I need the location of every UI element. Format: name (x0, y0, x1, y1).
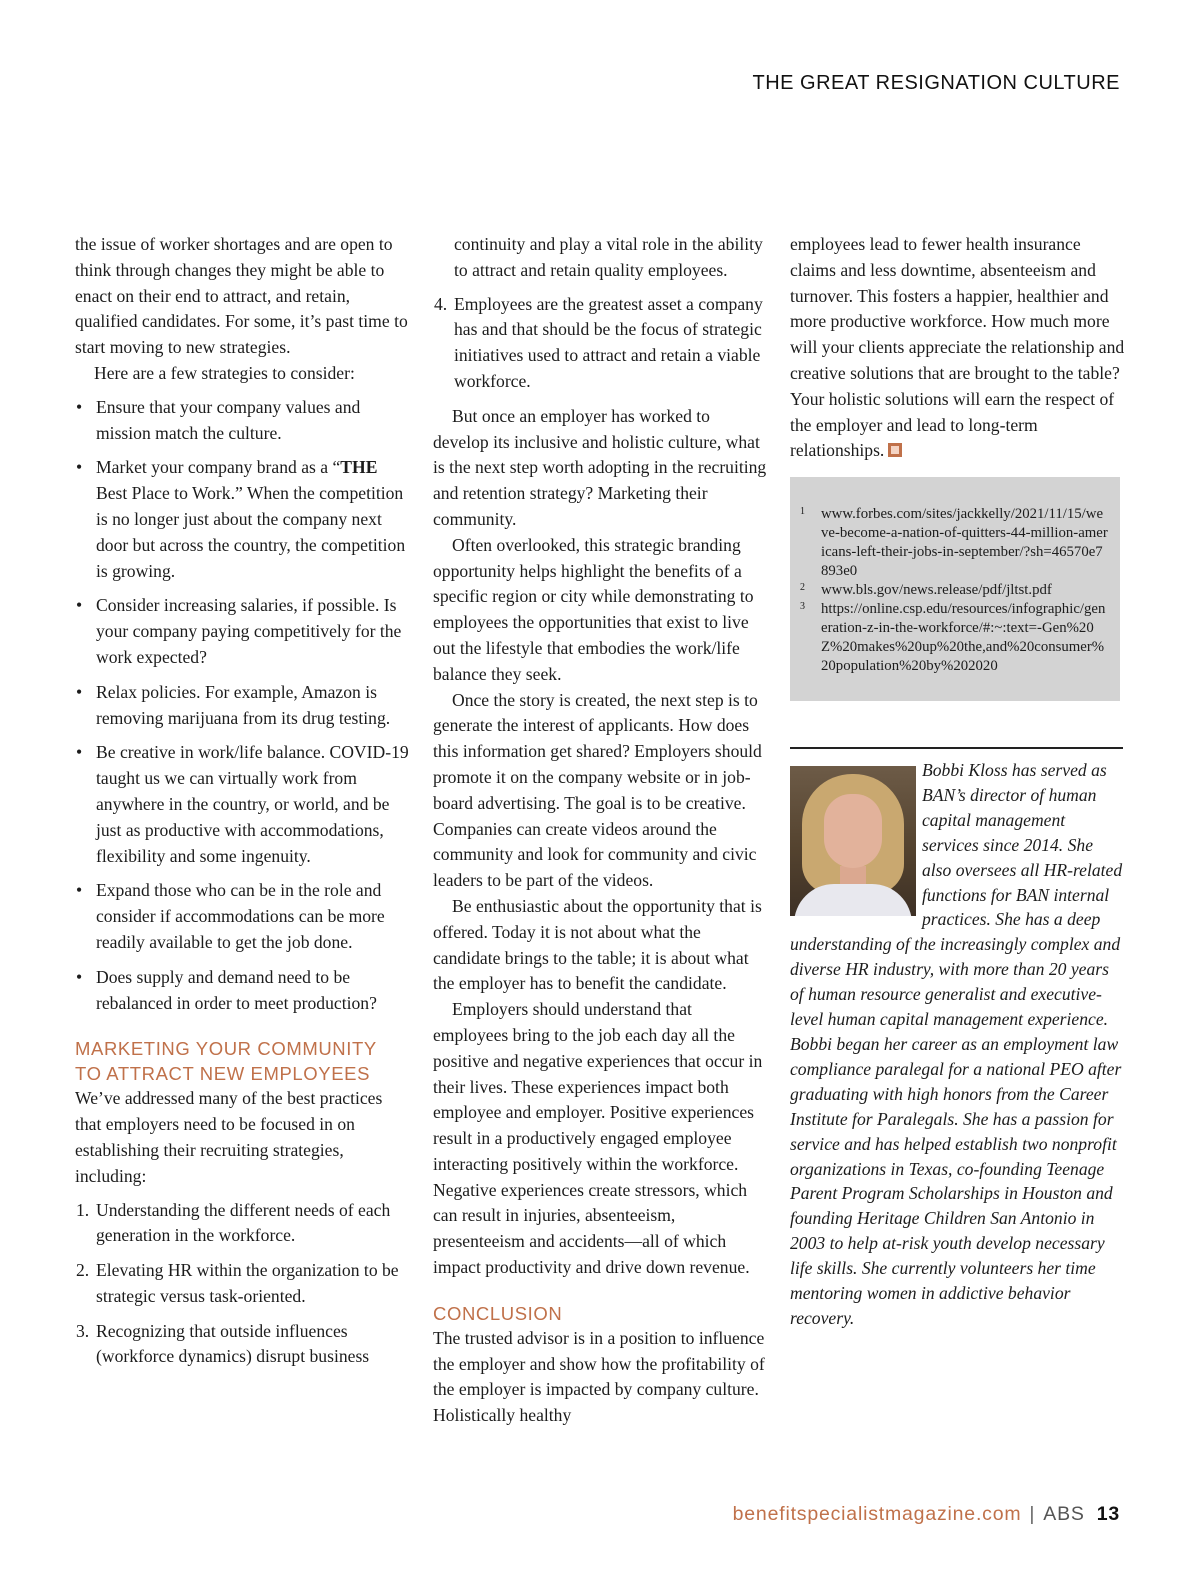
footnote (800, 581, 1110, 600)
column-3 (790, 232, 1125, 464)
photo-spacer (790, 758, 922, 920)
list-item (75, 1319, 411, 1371)
section-heading-line: TO ATTRACT NEW EMPLOYEES (75, 1063, 371, 1085)
divider (790, 747, 1123, 749)
list-item: • Relax policies. For example, Amazon is removing marijuana from its drug testing. (75, 680, 411, 732)
website-link[interactable]: benefitspecialistmagazine.com (732, 1503, 1022, 1525)
emphasis-text: THE (340, 457, 378, 478)
body-paragraph: But once an employer has worked to develop its inclusive and holistic culture, what is the next step worth adopting in the recruiting and retention strategy? Marketing their community. (433, 405, 767, 529)
body-paragraph (790, 232, 1125, 464)
footnote-number: 1 (800, 506, 805, 517)
list-item: • Expand those who can be in the role and consider if accommodations can be more readily available to get the job done. (75, 878, 411, 955)
body-paragraph: Often overlooked, this strategic branding opportunity helps highlight the benefits of a specific region or city while demonstrating to employees the opportunities that exist to live out the lifestyle that embodies the work/life balance they seek. (433, 534, 754, 684)
footnote-link[interactable]: www.forbes.com/sites/jackkelly/2021/11/15/weve-become-a-nation-of-quitters-44-million-americans-left-their-jobs-in-september/?sh=46570e7893e0 (821, 506, 1108, 579)
author-bio (790, 758, 1126, 1331)
list-item-text: Recognizing that outside influences (workforce dynamics) disrupt business (96, 1320, 370, 1367)
section-heading-conclusion: CONCLUSION (433, 1302, 563, 1324)
footnote-link[interactable]: www.bls.gov/news.release/pdf/jltst.pdf (821, 582, 1052, 598)
footnote-number: 2 (800, 582, 805, 593)
footer-separator: | (1029, 1503, 1036, 1525)
list-item-text: Understanding the different needs of each generation in the workforce. (96, 1199, 391, 1246)
footnotes-box (790, 477, 1120, 701)
body-text: employees lead to fewer health insurance claims and less downtime, absenteeism and turnover. This fosters a happier, healthier and more productive workforce. How much more will your clients appreciate the relationship and creative solutions that are brought to the table? Your holistic solutions will earn the respect of the employer and lead to long-term relationships. (790, 234, 1125, 461)
section-heading-line: MARKETING YOUR COMMUNITY (75, 1038, 377, 1060)
list-item (433, 292, 767, 395)
list-item: • Ensure that your company values and mission match the culture. (75, 395, 411, 447)
body-paragraph: Once the story is created, the next step is to generate the interest of applicants. How does this information get shared? Employers should promote it on the company website or in job-board advertising. The goal is to be creative. Companies can create videos around the community and look for community and civic leaders to be part of the videos. (433, 689, 762, 891)
strategies-lead: Here are a few strategies to consider: (94, 362, 355, 383)
body-paragraph: Employers should understand that employees bring to the job each day all the positive and negative experiences that occur in their lives. These experiences impact both employee and employer. Positive experiences result in a productively engaged employee interacting positively within the workforce. Negative experiences create stressors, which can result in injuries, absenteeism, presenteeism and accidents—all of which impact productivity and drive down revenue. (433, 999, 763, 1278)
body-paragraph: Be enthusiastic about the opportunity that is offered. Today it is not about what the candidate brings to the table; it is about what the employer has to benefit the candidate. (433, 895, 762, 994)
list-item (75, 1198, 411, 1250)
numbered-list (75, 1198, 411, 1371)
section-intro: We’ve addressed many of the best practices that employers need to be focused in on establishing their recruiting strategies, including: (75, 1088, 383, 1186)
list-number: 3. (76, 1320, 90, 1341)
intro-paragraph: the issue of worker shortages and are open to think through changes they might be able to enact on their end to attract, and retain, qualified candidates. For some, it’s past time to start moving to new strategies. (75, 234, 408, 358)
running-header: THE GREAT RESIGNATION CULTURE (752, 72, 1120, 94)
list-item (75, 455, 411, 584)
end-mark-icon (888, 443, 902, 457)
strategies-list (75, 395, 411, 1017)
list-item: • Be creative in work/life balance. COVID-19 taught us we can virtually work from anywhere in the country, or world, and be just as productive with accommodations, flexibility and some ingenuity. (75, 740, 411, 869)
magazine-name: ABS (1043, 1503, 1085, 1525)
footnote-link[interactable]: https://online.csp.edu/resources/infographic/generation-z-in-the-workforce/#:~:text=-Gen%20Z%20makes%20up%20the,and%20consumer%20population%20by%202020 (821, 601, 1106, 674)
page-footer (733, 1503, 1120, 1526)
bio-text: Bobbi Kloss has served as BAN’s director of human capital management services since 2014. She also oversees all HR-related functions for BAN internal practices. She has a deep understanding of the increasingly complex and diverse HR industry, with more than 20 years of human resource generalist and executive-level human capital management experience. Bobbi began her career as an employment law compliance paralegal for a national PEO after graduating with high honors from the Career Institute for Paralegals. She has a passion for service and has helped establish two nonprofit organizations in Texas, co-founding Teenage Parent Program Scholarships in Houston and founding Heritage Children San Antonio in 2003 to help at-risk youth develop necessary life skills. She currently volunteers her time mentoring women in addictive behavior recovery. (790, 760, 1123, 1328)
section-heading-marketing (75, 1036, 411, 1086)
list-item: • Does supply and demand need to be rebalanced in order to meet production? (75, 965, 411, 1017)
list-item: • Consider increasing salaries, if possible. Is your company paying competitively for the work expected? (75, 593, 411, 670)
footnote-number: 3 (800, 601, 805, 612)
list-item-continuation: continuity and play a vital role in the ability to attract and retain quality employees. (454, 234, 763, 280)
list-item-text: Elevating HR within the organization to be strategic versus task-oriented. (96, 1260, 399, 1306)
footnote (800, 505, 1110, 581)
footnote (800, 600, 1110, 676)
list-item (75, 1258, 411, 1310)
list-item-text: Best Place to Work.” When the competition is no longer just about the company next door but across the country, the competition is growing. (96, 483, 406, 581)
column-2 (433, 232, 767, 1429)
page-number: 13 (1096, 1503, 1120, 1525)
column-1 (75, 232, 411, 1379)
list-item-text: Employees are the greatest asset a company has and that should be the focus of strategic initiatives used to attract and retain a viable workforce. (454, 293, 763, 391)
conclusion-paragraph: The trusted advisor is in a position to influence the employer and show how the profitability of the employer is impacted by company culture. Holistically healthy (433, 1327, 765, 1426)
list-number: 4. (434, 293, 448, 314)
list-number: 2. (76, 1260, 90, 1281)
list-number: 1. (76, 1199, 90, 1220)
list-item-text: Market your company brand as a “ (96, 457, 341, 478)
